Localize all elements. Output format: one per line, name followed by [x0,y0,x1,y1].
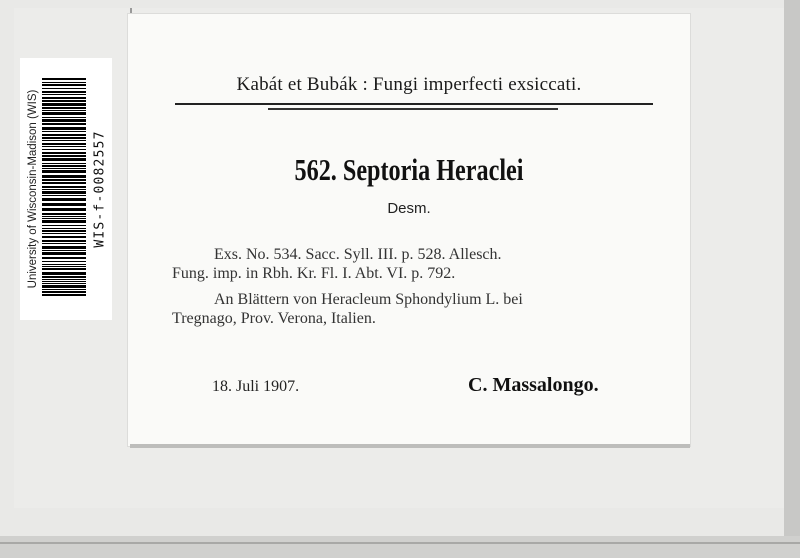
barcode-bar [42,158,86,161]
barcode-bar [42,84,86,86]
barcode-bar [42,127,86,130]
barcode-bar [42,203,86,206]
barcode-bar [42,233,86,234]
barcode-bar [42,117,86,118]
barcode-bar [42,220,86,223]
species-name: 562. Septoria Heraclei [294,152,524,187]
locality-line: An Blättern von Heracleum Sphondylium L. bei [214,291,523,308]
barcode-bar [42,264,86,265]
barcode-specimen-id: WIS-f-0082557 [92,130,108,248]
barcode-bar [42,94,86,95]
barcode-bar [42,143,86,145]
barcode-bar [42,191,86,194]
barcode-bar [42,91,86,93]
barcode-bar [42,88,86,89]
title-rule-short [268,108,558,110]
barcode-bar [42,261,86,262]
barcode-bar [42,294,86,296]
specimen-label [128,14,690,446]
references-line: Exs. No. 534. Sacc. Syll. III. p. 528. Allesch. [214,246,502,263]
barcode-bar [42,82,86,83]
barcode-bar [42,146,86,147]
barcode-bar [42,168,86,169]
barcode-bar [42,236,86,238]
barcode-bar [42,279,86,280]
barcode-bar [42,283,86,284]
barcode-bar [42,276,86,278]
series-title: Kabát et Bubák : Fungi imperfecti exsiccati. [236,74,582,95]
barcode-bar [42,230,86,232]
barcode-bar [42,123,86,125]
barcode-bar [42,131,86,132]
barcode-bar [42,97,86,99]
sheet-right-edge [784,0,800,545]
barcode-bar [42,182,86,184]
label-shadow [130,444,690,448]
barcode-bar [42,119,86,122]
barcode-bar [42,268,86,270]
barcode-bar [42,228,86,229]
collector-name: C. Massalongo. [468,374,599,396]
barcode-icon [42,78,86,298]
barcode-bar [42,208,86,211]
references-line: Fung. imp. in Rbh. Kr. Fl. I. Abt. VI. p. 792. [172,265,456,282]
species-authority: Desm. [387,200,431,217]
barcode-bar [42,149,86,150]
barcode-bar [42,175,86,178]
barcode-bar [42,289,86,290]
barcode-bar [42,137,86,139]
barcode-bar [42,216,86,217]
barcode-bar [42,107,86,109]
barcode-bar [42,213,86,215]
barcode-bar [42,170,86,173]
barcode-bar [42,163,86,164]
barcode-bar [42,186,86,188]
title-rule [175,103,653,105]
barcode-bar [42,189,86,190]
barcode-bar [42,250,86,251]
barcode-bar [42,266,86,267]
barcode-bar [42,112,86,115]
barcode-bar [42,110,86,111]
barcode-bar [42,103,86,106]
barcode-bar [42,240,86,242]
barcode-bar [42,140,86,141]
barcode-bar [42,100,86,102]
barcode-bar [42,134,86,136]
barcode-bar [42,152,86,154]
barcode-bar [42,155,86,157]
barcode-bar [42,78,86,80]
barcode-bar [42,272,86,275]
barcode-bar [42,179,86,181]
collection-date: 18. Juli 1907. [212,378,300,395]
barcode-bar [42,225,86,226]
barcode-bar [42,243,86,244]
barcode-bar [42,218,86,219]
barcode-institution: University of Wisconsin-Madison (WIS) [27,89,39,289]
barcode-bar [42,198,86,201]
barcode-bar [42,281,86,282]
barcode-bar [42,246,86,249]
barcode-bar [42,291,86,293]
locality-line: Tregnago, Prov. Verona, Italien. [172,310,376,327]
barcode-bar [42,165,86,167]
sheet-bottom-edge [0,536,800,558]
barcode-bar [42,252,86,255]
barcode-bar [42,285,86,288]
barcode-bar [42,195,86,196]
barcode-bar [42,257,86,259]
